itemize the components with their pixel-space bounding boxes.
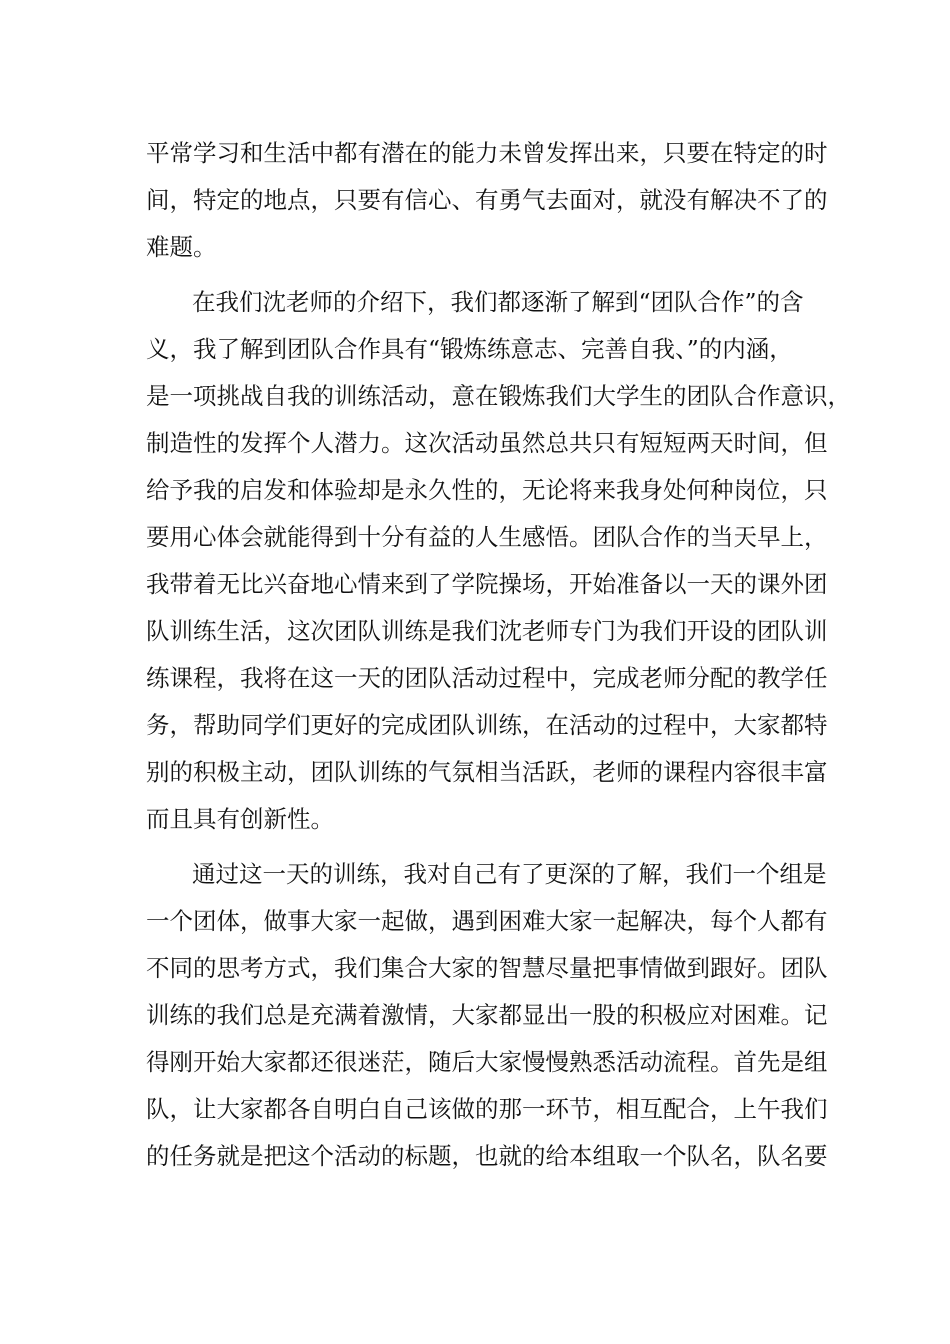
- text-line: 练课程，我将在这一天的团队活动过程中，完成老师分配的教学任: [146, 664, 828, 692]
- text-line: 我带着无比兴奋地心情来到了学院操场，开始准备以一天的课外团: [146, 570, 828, 598]
- text-line: 义，我了解到团队合作具有“锻炼练意志、完善自我、”的内涵，: [146, 335, 793, 363]
- text-line: 得刚开始大家都还很迷茫，随后大家慢慢熟悉活动流程。首先是组: [146, 1048, 828, 1076]
- text-line: 别的积极主动，团队训练的气氛相当活跃，老师的课程内容很丰富: [146, 758, 828, 786]
- text-line: 平常学习和生活中都有潜在的能力未曾发挥出来，只要在特定的时: [146, 139, 828, 167]
- text-line: 不同的思考方式，我们集合大家的智慧尽量把事情做到跟好。团队: [146, 954, 828, 982]
- text-line: 的任务就是把这个活动的标题，也就的给本组取一个队名，队名要: [146, 1142, 828, 1170]
- text-line: 队训练生活，这次团队训练是我们沈老师专门为我们开设的团队训: [146, 617, 828, 645]
- text-line: 要用心体会就能得到十分有益的人生感悟。团队合作的当天早上，: [146, 523, 828, 551]
- paragraph-start-line: 在我们沈老师的介绍下，我们都逐渐了解到“团队合作”的含: [192, 288, 804, 316]
- text-line: 间，特定的地点，只要有信心、有勇气去面对，就没有解决不了的: [146, 186, 828, 214]
- text-line: 务，帮助同学们更好的完成团队训练，在活动的过程中，大家都特: [146, 711, 828, 739]
- text-line: 是一项挑战自我的训练活动，意在锻炼我们大学生的团队合作意识，: [146, 382, 851, 410]
- text-line: 制造性的发挥个人潜力。这次活动虽然总共只有短短两天时间，但: [146, 429, 828, 457]
- text-line: 给予我的启发和体验却是永久性的，无论将来我身处何种岗位，只: [146, 476, 828, 504]
- text-line: 一个团体，做事大家一起做，遇到困难大家一起解决，每个人都有: [146, 907, 828, 935]
- text-line: 训练的我们总是充满着激情，大家都显出一股的积极应对困难。记: [146, 1001, 828, 1029]
- text-line: 而且具有创新性。: [146, 805, 334, 833]
- text-line: 难题。: [146, 233, 217, 261]
- paragraph-start-line: 通过这一天的训练，我对自己有了更深的了解，我们一个组是: [192, 860, 827, 888]
- text-line: 队，让大家都各自明白自己该做的那一环节，相互配合，上午我们: [146, 1095, 828, 1123]
